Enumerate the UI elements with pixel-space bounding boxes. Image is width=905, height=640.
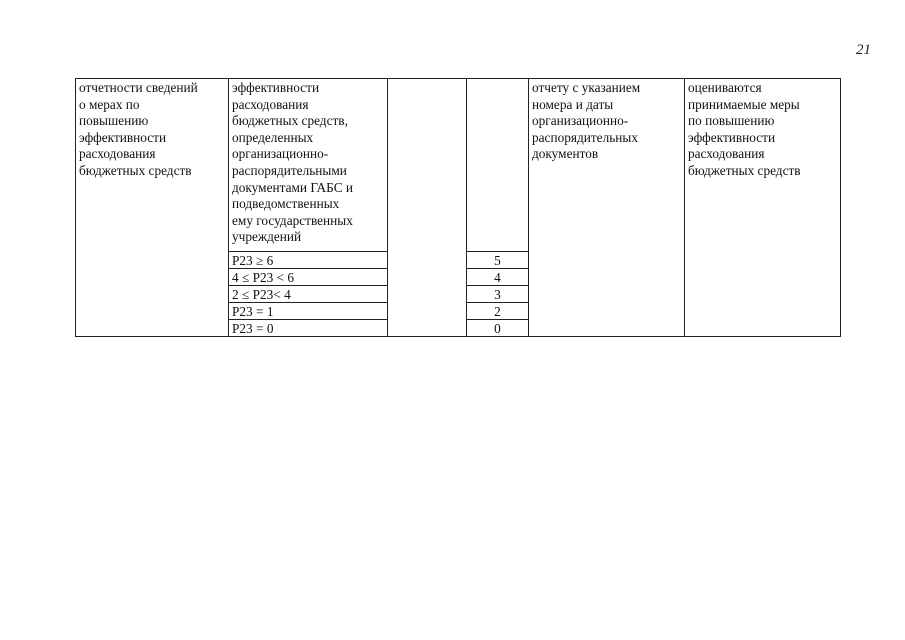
page-number: 21: [856, 42, 871, 58]
score-header-cell: [467, 79, 529, 252]
comment-cell: оцениваются принимаемые меры по повышению эффективности расходования бюджетных средств: [685, 79, 841, 337]
formula-description-cell: эффективности расходования бюджетных средств, определенных организационно- распорядительными документами ГАБС и подведомственных ему государственных учреждений: [229, 79, 388, 252]
condition-cell: P23 = 0: [229, 320, 388, 337]
indicator-name-cell: отчетности сведений о мерах по повышению эффективности расходования бюджетных средств: [76, 79, 229, 337]
score-cell: 0: [467, 320, 529, 337]
score-cell: 5: [467, 252, 529, 269]
score-cell: 4: [467, 269, 529, 286]
condition-cell: 2 ≤ P23< 4: [229, 286, 388, 303]
score-cell: 3: [467, 286, 529, 303]
empty-cell: [388, 79, 467, 337]
score-cell: 2: [467, 303, 529, 320]
table-row: [76, 79, 841, 252]
condition-cell: P23 ≥ 6: [229, 252, 388, 269]
source-cell: отчету с указанием номера и даты организационно- распорядительных документов: [529, 79, 685, 337]
condition-cell: P23 = 1: [229, 303, 388, 320]
condition-cell: 4 ≤ P23 < 6: [229, 269, 388, 286]
criteria-table: [75, 78, 841, 337]
